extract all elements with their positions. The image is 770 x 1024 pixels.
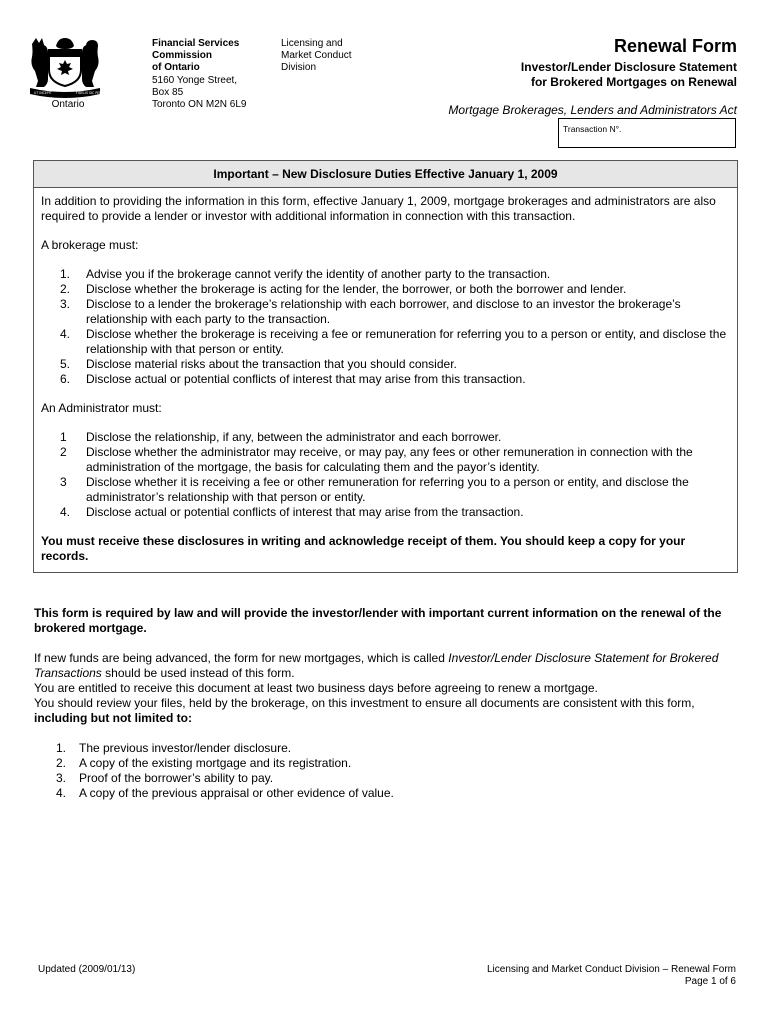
list-item xyxy=(41,445,730,475)
address-line: 5160 Yonge Street, xyxy=(152,74,238,86)
form-subtitle xyxy=(521,60,737,90)
division-line: Market Conduct xyxy=(281,50,352,62)
review-pre: You should review your files, held by the brokerage, on this investment to ensure all documents are consistent with this form, xyxy=(34,696,695,710)
important-body xyxy=(34,188,737,564)
list-number: 2. xyxy=(60,282,71,296)
list-number: 3. xyxy=(56,771,67,785)
important-intro: In addition to providing the information in this form, effective January 1, 2009, mortgage brokerages and administrators are also required to provide a lender or investor with additional information in connection with this transaction. xyxy=(41,194,716,223)
list-text: Disclose to a lender the brokerage’s relationship with each borrower, and disclose to an investor the brokerage’s relationship with each party to the transaction. xyxy=(86,297,681,326)
list-item xyxy=(34,741,734,756)
list-number: 2. xyxy=(56,756,67,770)
list-number: 4. xyxy=(60,327,71,341)
address-line: Toronto ON M2N 6L9 xyxy=(152,99,247,111)
important-disclosure-box xyxy=(33,160,738,573)
review-bold: including but not limited to: xyxy=(34,711,192,725)
crest-motto-left: UT INCEPIT xyxy=(34,91,52,95)
act-name: Mortgage Brokerages, Lenders and Administrators Act xyxy=(448,103,737,117)
footer-page-number: Page 1 of 6 xyxy=(684,976,736,987)
list-text: Disclose actual or potential conflicts of interest that may arise from this transaction. xyxy=(86,372,526,386)
list-number: 1 xyxy=(60,430,67,444)
organization-block xyxy=(152,38,247,111)
list-number: 2 xyxy=(60,445,67,459)
address-line: Box 85 xyxy=(152,86,184,98)
list-item xyxy=(41,430,730,445)
org-name-line: of Ontario xyxy=(152,62,200,74)
list-item xyxy=(41,297,730,327)
list-text: Disclose whether it is receiving a fee or other remuneration for referring you to a person or entity, and disclose the administrator’s relationship with that person or entity. xyxy=(86,475,689,504)
list-item xyxy=(41,505,730,520)
review-paragraph xyxy=(34,696,734,726)
ontario-coat-of-arms-logo xyxy=(28,36,113,98)
important-closing: You must receive these disclosures in writing and acknowledge receipt of them. You should keep a copy for your records. xyxy=(41,534,686,563)
brokerage-duties-list xyxy=(41,267,730,387)
list-item xyxy=(41,282,730,297)
org-name-line: Financial Services xyxy=(152,38,240,49)
entitled-paragraph: You are entitled to receive this document at least two business days before agreeing to renew a mortgage. xyxy=(34,681,598,695)
administrator-label: An Administrator must: xyxy=(41,401,162,415)
review-items-list xyxy=(34,741,734,801)
org-name-line: Commission xyxy=(152,50,213,62)
transaction-number-field[interactable] xyxy=(558,118,736,148)
list-text: Advise you if the brokerage cannot verify the identity of another party to the transaction. xyxy=(86,267,551,281)
footer-right xyxy=(487,964,736,988)
division-block xyxy=(281,38,352,75)
list-text: Disclose actual or potential conflicts of interest that may arise from the transaction. xyxy=(86,505,524,519)
crest-motto-right: FIDELIS SIC PERMANET xyxy=(76,91,113,95)
list-item xyxy=(34,771,734,786)
list-item xyxy=(41,475,730,505)
division-line: Licensing and xyxy=(281,38,343,49)
new-funds-pre: If new funds are being advanced, the form for new mortgages, which is called xyxy=(34,651,449,665)
list-item xyxy=(34,786,734,801)
list-number: 4. xyxy=(56,786,67,800)
administrator-duties-list xyxy=(41,430,730,520)
list-text: The previous investor/lender disclosure. xyxy=(79,741,292,755)
list-text: Disclose whether the administrator may receive, or may pay, any fees or other remuneration in connection with the administration of the mortgage, the basis for calculating them and the payor’s identity. xyxy=(86,445,693,474)
list-text: A copy of the existing mortgage and its registration. xyxy=(79,756,352,770)
list-item xyxy=(41,357,730,372)
division-line: Division xyxy=(281,62,317,74)
list-item xyxy=(34,756,734,771)
list-item xyxy=(41,372,730,387)
list-number: 1. xyxy=(56,741,67,755)
list-text: A copy of the previous appraisal or other evidence of value. xyxy=(79,786,394,800)
list-number: 4. xyxy=(60,505,71,519)
form-title: Renewal Form xyxy=(613,36,737,56)
subtitle-line-1: Investor/Lender Disclosure Statement xyxy=(520,60,737,74)
list-text: Proof of the borrower’s ability to pay. xyxy=(79,771,274,785)
list-text: Disclose whether the brokerage is receiving a fee or remuneration for referring you to a person or entity, and disclose the relationship with that person or entity. xyxy=(86,327,727,356)
new-funds-post: should be used instead of this form. xyxy=(101,666,295,680)
subtitle-line-2: for Brokered Mortgages on Renewal xyxy=(530,75,737,89)
list-number: 3. xyxy=(60,297,71,311)
list-item xyxy=(41,327,730,357)
list-number: 1. xyxy=(60,267,71,281)
transaction-number-label: Transaction N°. xyxy=(563,124,622,134)
form-body xyxy=(34,606,734,815)
list-text: Disclose whether the brokerage is acting for the lender, the borrower, or both the borrower and lender. xyxy=(86,282,627,296)
list-number: 5. xyxy=(60,357,71,371)
footer-division-form: Licensing and Market Conduct Division – Renewal Form xyxy=(486,964,736,975)
required-notice: This form is required by law and will provide the investor/lender with important current information on the renewal of the brokered mortgage. xyxy=(34,606,722,635)
list-number: 6. xyxy=(60,372,71,386)
new-funds-paragraph xyxy=(34,651,734,681)
new-funds-form-title: Investor/Lender Disclosure Statement for Brokered Transactions xyxy=(34,651,719,680)
list-text: Disclose the relationship, if any, between the administrator and each borrower. xyxy=(86,430,502,444)
list-text: Disclose material risks about the transaction that you should consider. xyxy=(86,357,457,371)
brokerage-label: A brokerage must: xyxy=(41,238,139,252)
footer-updated: Updated (2009/01/13) xyxy=(38,964,136,975)
important-heading: Important – New Disclosure Duties Effective January 1, 2009 xyxy=(34,161,737,188)
crest-caption: Ontario xyxy=(51,99,85,110)
list-item xyxy=(41,267,730,282)
list-number: 3 xyxy=(60,475,67,489)
